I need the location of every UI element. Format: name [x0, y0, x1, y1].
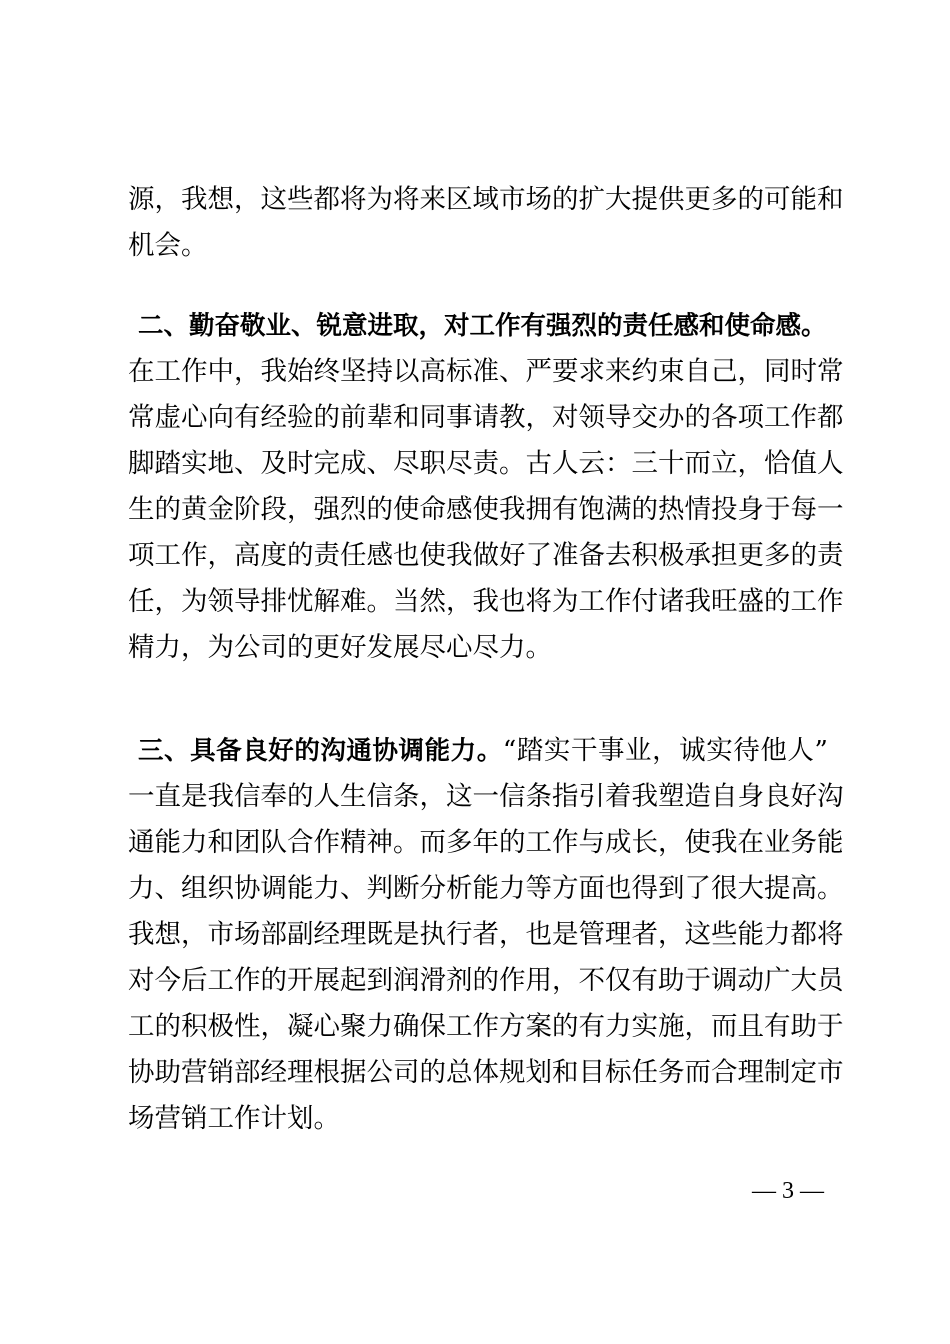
paragraph3-line-6: 工的积极性，凝心聚力确保工作方案的有力实施，而且有助于	[128, 1011, 844, 1042]
section-heading-2: 二、勤奋敬业、锐意进取，对工作有强烈的责任感和使命感。	[138, 311, 827, 341]
paragraph3-line-5: 对今后工作的开展起到润滑剂的作用，不仅有助于调动广大员	[128, 965, 844, 996]
section-heading-3: 三、具备良好的沟通协调能力。	[138, 736, 503, 766]
paragraph2-line-5: 项工作，高度的责任感也使我做好了准备去积极承担更多的责	[128, 540, 844, 571]
section-heading-3-line	[138, 734, 828, 768]
paragraph2-line-4: 生的黄金阶段，强烈的使命感使我拥有饱满的热情投身于每一	[128, 494, 844, 525]
paragraph3-line-2: 通能力和团队合作精神。而多年的工作与成长，使我在业务能	[128, 827, 844, 858]
paragraph2-line-7: 精力，为公司的更好发展尽心尽力。	[128, 632, 552, 663]
paragraph1-line-2: 机会。	[128, 230, 208, 261]
paragraph2-line-6: 任，为领导排忧解难。当然，我也将为工作付诸我旺盛的工作	[128, 586, 844, 617]
paragraph3-line-3: 力、组织协调能力、判断分析能力等方面也得到了很大提高。	[128, 873, 844, 904]
quoted-motto: “踏实干事业，诚实待他人”	[502, 735, 828, 766]
paragraph3-line-1: 一直是我信奉的人生信条，这一信条指引着我塑造自身良好沟	[128, 781, 844, 812]
paragraph3-line-7: 协助营销部经理根据公司的总体规划和目标任务而合理制定市	[128, 1057, 844, 1088]
paragraph3-line-8: 场营销工作计划。	[128, 1103, 340, 1134]
paragraph2-line-1: 在工作中，我始终坚持以高标准、严要求来约束自己，同时常	[128, 356, 844, 387]
paragraph2-line-2: 常虚心向有经验的前辈和同事请教，对领导交办的各项工作都	[128, 402, 844, 433]
paragraph1-line-1: 源，我想，这些都将为将来区域市场的扩大提供更多的可能和	[128, 184, 844, 215]
page-number: — 3 —	[752, 1178, 824, 1204]
paragraph3-line-4: 我想，市场部副经理既是执行者，也是管理者，这些能力都将	[128, 919, 844, 950]
paragraph2-line-3: 脚踏实地、及时完成、尽职尽责。古人云：三十而立，恰值人	[128, 448, 844, 479]
